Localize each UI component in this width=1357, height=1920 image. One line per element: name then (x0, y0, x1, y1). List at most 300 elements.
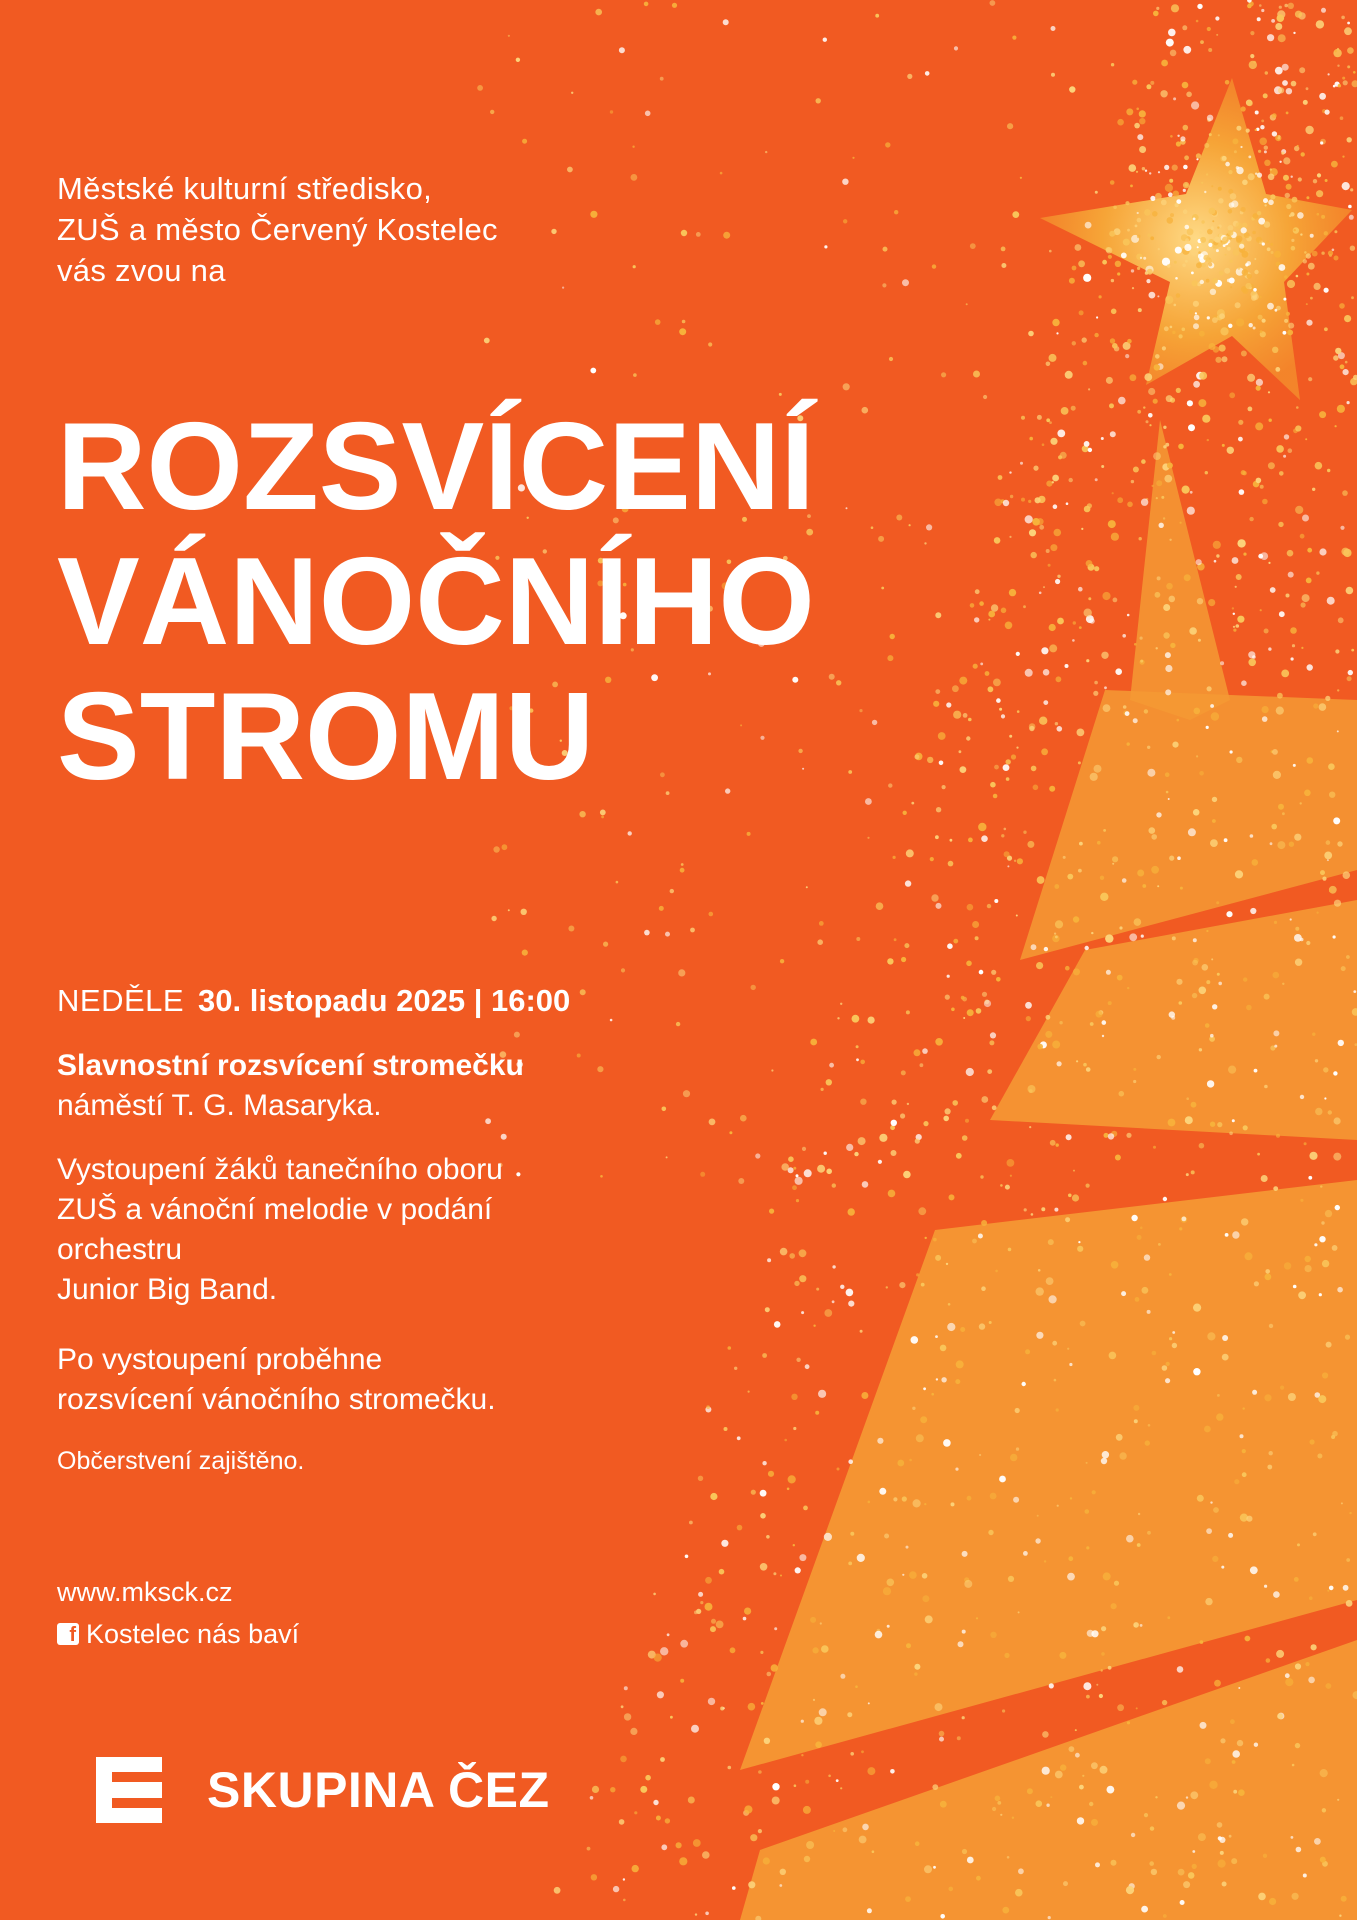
glitter-dot (1212, 1556, 1218, 1562)
glitter-dot (1321, 1221, 1324, 1224)
glitter-dot (1168, 29, 1176, 37)
glitter-dot (884, 1534, 889, 1539)
glitter-dot (1138, 1513, 1140, 1515)
glitter-dot (788, 1156, 794, 1162)
glitter-dot (956, 1153, 962, 1159)
glitter-dot (1127, 614, 1130, 617)
glitter-dot (676, 1842, 682, 1848)
glitter-dot (1242, 180, 1248, 186)
glitter-dot (1259, 138, 1267, 146)
glitter-dot (1207, 686, 1212, 691)
glitter-dot (1026, 1016, 1031, 1021)
glitter-dot (680, 1640, 688, 1648)
glitter-dot (1245, 1636, 1251, 1642)
glitter-dot (1236, 166, 1239, 169)
glitter-dot (1298, 1291, 1306, 1299)
glitter-dot (1179, 1227, 1182, 1230)
glitter-dot (1215, 16, 1219, 20)
glitter-dot (832, 1183, 836, 1187)
glitter-dot (1094, 333, 1098, 337)
glitter-dot (1176, 388, 1181, 393)
glitter-dot (1131, 1215, 1137, 1221)
glitter-dot (1324, 231, 1328, 235)
glitter-dot (1193, 218, 1196, 221)
glitter-dot (1041, 748, 1048, 755)
glitter-dot (958, 1641, 964, 1647)
glitter-dot (1233, 626, 1235, 628)
glitter-dot (1140, 1624, 1143, 1627)
glitter-dot (1191, 1170, 1195, 1174)
glitter-dot (1149, 1861, 1154, 1866)
glitter-dot (894, 938, 897, 941)
glitter-dot (875, 14, 879, 18)
glitter-dot (1156, 647, 1158, 649)
tree-tiers (740, 420, 1357, 1920)
glitter-dot (1250, 54, 1254, 58)
glitter-dot (1137, 134, 1143, 140)
glitter-dot (1207, 1332, 1215, 1340)
glitter-dot (1279, 611, 1285, 617)
glitter-dot (1262, 716, 1268, 722)
glitter-dot (1141, 935, 1144, 938)
glitter-dot (1079, 310, 1084, 315)
glitter-dot (867, 1767, 875, 1775)
glitter-dot (484, 338, 490, 344)
glitter-dot (1137, 212, 1139, 214)
glitter-dot (1348, 205, 1352, 209)
glitter-dot (1346, 1600, 1353, 1607)
glitter-dot (689, 1521, 693, 1525)
glitter-dot (948, 1303, 951, 1306)
glitter-dot (1327, 597, 1335, 605)
glitter-dot (850, 1532, 854, 1536)
glitter-dot (1232, 607, 1234, 609)
glitter-dot (856, 1045, 859, 1048)
glitter-dot (571, 92, 573, 94)
glitter-dot (1054, 933, 1056, 935)
glitter-dot (1232, 557, 1239, 564)
glitter-dot (1206, 980, 1210, 984)
glitter-dot (1004, 828, 1007, 831)
glitter-dot (1236, 757, 1242, 763)
glitter-dot (1300, 1199, 1303, 1202)
glitter-dot (940, 1801, 947, 1808)
glitter-dot (653, 1800, 658, 1805)
glitter-dot (1284, 275, 1288, 279)
glitter-dot (632, 1865, 639, 1872)
glitter-dot (1043, 669, 1050, 676)
glitter-dot (975, 936, 979, 940)
glitter-dot (989, 1040, 994, 1045)
glitter-dot (813, 1699, 815, 1701)
glitter-dot (1165, 443, 1169, 447)
glitter-dot (1111, 279, 1114, 282)
glitter-dot (1066, 1134, 1072, 1140)
glitter-dot (987, 1069, 992, 1074)
glitter-dot (1125, 201, 1129, 205)
glitter-dot (1050, 544, 1057, 551)
glitter-dot (1240, 1434, 1244, 1438)
glitter-dot (906, 1546, 909, 1549)
glitter-dot (1288, 323, 1294, 329)
glitter-dot (1152, 1351, 1157, 1356)
glitter-dot (1039, 525, 1044, 530)
glitter-dot (1108, 1666, 1112, 1670)
glitter-dot (1046, 362, 1051, 367)
glitter-dot (774, 1627, 777, 1630)
glitter-dot (1283, 175, 1289, 181)
glitter-dot (918, 1207, 926, 1215)
glitter-dot (1318, 1395, 1326, 1403)
glitter-dot (1008, 1576, 1014, 1582)
glitter-dot (1008, 1248, 1012, 1252)
glitter-dot (907, 74, 912, 79)
glitter-dot (1039, 717, 1047, 725)
glitter-dot (1028, 1085, 1036, 1093)
glitter-dot (1144, 709, 1148, 713)
glitter-dot (1049, 354, 1057, 362)
glitter-dot (1134, 918, 1142, 926)
glitter-dot (948, 861, 954, 867)
glitter-dot (887, 958, 893, 964)
glitter-dot (1069, 86, 1075, 92)
glitter-dot (995, 1796, 1001, 1802)
glitter-dot (1060, 1764, 1066, 1770)
glitter-dot (1149, 827, 1156, 834)
glitter-dot (1263, 1854, 1267, 1858)
glitter-dot (521, 909, 527, 915)
glitter-dot (1322, 877, 1326, 881)
glitter-dot (1005, 1185, 1010, 1190)
glitter-dot (859, 1836, 867, 1844)
glitter-dot (619, 47, 625, 53)
glitter-dot (883, 1587, 891, 1595)
glitter-dot (522, 139, 527, 144)
glitter-dot (1236, 238, 1241, 243)
glitter-dot (836, 680, 841, 685)
glitter-dot (1306, 941, 1310, 945)
glitter-dot (1312, 1033, 1315, 1036)
glitter-dot (1351, 296, 1354, 299)
glitter-dot (1070, 1497, 1072, 1499)
glitter-dot (681, 863, 684, 866)
glitter-dot (1042, 443, 1045, 446)
glitter-dot (1308, 1176, 1312, 1180)
facebook-link[interactable] (57, 1617, 299, 1651)
glitter-dot (751, 1490, 756, 1495)
star-icon (1040, 78, 1352, 400)
glitter-dot (1137, 218, 1142, 223)
glitter-dot (1127, 742, 1130, 745)
glitter-dot (1137, 235, 1141, 239)
glitter-dot (843, 383, 850, 390)
glitter-dot (667, 1633, 670, 1636)
glitter-dot (1102, 1451, 1109, 1458)
glitter-dot (892, 1100, 897, 1105)
glitter-dot (1291, 81, 1297, 87)
glitter-dot (1137, 870, 1144, 877)
glitter-dot (1147, 1310, 1151, 1314)
glitter-dot (1188, 828, 1196, 836)
website-link[interactable]: www.mksck.cz (57, 1577, 233, 1607)
glitter-dot (1272, 749, 1278, 755)
glitter-dot (1174, 261, 1177, 264)
glitter-dot (1271, 19, 1275, 23)
glitter-dot (804, 1169, 812, 1177)
glitter-dot (914, 1672, 917, 1675)
glitter-dot (1310, 1439, 1315, 1444)
glitter-dot (1168, 192, 1173, 197)
glitter-dot (1068, 1194, 1072, 1198)
glitter-dot (1329, 890, 1331, 892)
glitter-dot (743, 1617, 747, 1621)
glitter-dot (1262, 319, 1266, 323)
glitter-dot (1200, 1722, 1207, 1729)
glitter-dot (737, 1525, 743, 1531)
glitter-dot (882, 283, 886, 287)
glitter-dot (1170, 213, 1174, 217)
glitter-dot (905, 1896, 911, 1902)
glitter-dot (1258, 315, 1263, 320)
glitter-dot (1059, 1021, 1062, 1024)
glitter-dot (982, 992, 987, 997)
glitter-dot (1140, 637, 1143, 640)
glitter-dot (1104, 1133, 1109, 1138)
glitter-dot (886, 1286, 888, 1288)
glitter-dot (1041, 647, 1048, 654)
glitter-dot (1266, 240, 1269, 243)
glitter-dot (999, 708, 1002, 711)
glitter-dot (1086, 1462, 1088, 1464)
glitter-dot (1341, 1502, 1343, 1504)
glitter-dot (1232, 1119, 1235, 1122)
glitter-dot (1016, 652, 1020, 656)
glitter-dot (1087, 503, 1092, 508)
glitter-dot (1187, 400, 1193, 406)
glitter-dot (1043, 700, 1048, 705)
glitter-dot (1291, 657, 1294, 660)
glitter-dot (1167, 463, 1173, 469)
glitter-dot (794, 1281, 799, 1286)
glitter-dot (1158, 248, 1160, 250)
glitter-dot (1333, 355, 1338, 360)
glitter-dot (979, 1454, 981, 1456)
glitter-dot (978, 823, 986, 831)
glitter-dot (1013, 1497, 1019, 1503)
glitter-dot (848, 1301, 854, 1307)
glitter-dot (1228, 1533, 1233, 1538)
glitter-dot (1117, 975, 1123, 981)
glitter-dot (891, 1120, 897, 1126)
glitter-dot (1258, 150, 1261, 153)
glitter-dot (577, 1054, 581, 1058)
glitter-dot (1053, 504, 1058, 509)
glitter-dot (1166, 39, 1174, 47)
glitter-dot (933, 701, 939, 707)
glitter-dot (1252, 231, 1256, 235)
glitter-dot (855, 1685, 858, 1688)
glitter-dot (514, 1032, 520, 1038)
glitter-dot (905, 880, 911, 886)
glitter-dot (1210, 1501, 1212, 1503)
glitter-dot (1279, 6, 1282, 9)
glitter-dot (1270, 168, 1272, 170)
glitter-dot (862, 407, 869, 414)
glitter-dot (1273, 771, 1281, 779)
glitter-dot (941, 1377, 946, 1382)
glitter-dot (885, 142, 890, 147)
after-text (57, 1340, 496, 1420)
glitter-dot (954, 46, 958, 50)
glitter-dot (632, 146, 634, 148)
glitter-dot (993, 679, 1001, 687)
glitter-dot (1177, 1802, 1185, 1810)
glitter-dot (1170, 135, 1173, 138)
glitter-dot (477, 85, 483, 91)
glitter-dot (1204, 143, 1209, 148)
glitter-dot (1230, 1719, 1235, 1724)
glitter-dot (1130, 374, 1137, 381)
glitter-dot (1281, 670, 1289, 678)
glitter-dot (1121, 253, 1127, 259)
glitter-dot (1089, 1802, 1093, 1806)
glitter-dot (1125, 354, 1129, 358)
glitter-dot (1163, 604, 1170, 611)
glitter-dot (762, 1461, 766, 1465)
glitter-dot (1317, 213, 1320, 216)
glitter-dot (988, 686, 994, 692)
glitter-dot (1292, 1764, 1295, 1767)
glitter-dot (1288, 448, 1293, 453)
glitter-dot (1153, 1146, 1156, 1149)
glitter-dot (1009, 735, 1012, 738)
glitter-dot (1189, 310, 1193, 314)
glitter-dot (1111, 1860, 1117, 1866)
glitter-dot (708, 342, 712, 346)
glitter-dot (1302, 515, 1309, 522)
glitter-dot (1193, 938, 1197, 942)
glitter-dot (1214, 1680, 1221, 1687)
glitter-dot (1037, 876, 1045, 884)
glitter-dot (1046, 418, 1050, 422)
glitter-dot (1146, 84, 1151, 89)
glitter-dot (1268, 462, 1275, 469)
glitter-dot (888, 783, 892, 787)
glitter-dot (960, 1327, 965, 1332)
glitter-dot (1191, 249, 1198, 256)
glitter-dot (1346, 1558, 1350, 1562)
glitter-dot (979, 601, 984, 606)
glitter-dot (1286, 112, 1289, 115)
glitter-dot (1165, 772, 1170, 777)
glitter-dot (1155, 592, 1161, 598)
glitter-dot (1329, 1586, 1334, 1591)
glitter-dot (1143, 406, 1145, 408)
glitter-dot (1277, 1713, 1283, 1719)
glitter-dot (765, 151, 767, 153)
glitter-dot (923, 1387, 926, 1390)
glitter-dot (591, 1874, 597, 1880)
glitter-dot (912, 1407, 915, 1410)
glitter-dot (868, 1501, 871, 1504)
glitter-dot (1056, 332, 1058, 334)
glitter-dot (1236, 222, 1243, 229)
glitter-dot (1023, 831, 1026, 834)
glitter-dot (1147, 746, 1150, 749)
glitter-dot (1300, 534, 1305, 539)
glitter-dot (1198, 639, 1201, 642)
glitter-dot (1139, 110, 1146, 117)
glitter-dot (710, 1493, 717, 1500)
glitter-dot (610, 1787, 615, 1792)
glitter-dot (1325, 179, 1328, 182)
glitter-dot (661, 1844, 667, 1850)
glitter-dot (1183, 209, 1188, 214)
glitter-dot (634, 1811, 637, 1814)
glitter-dot (1164, 475, 1172, 483)
glitter-dot (678, 969, 685, 976)
glitter-dot (1150, 196, 1155, 201)
glitter-dot (1306, 320, 1312, 326)
glitter-dot (1228, 236, 1231, 239)
glitter-dot (1046, 549, 1050, 553)
glitter-dot (1250, 908, 1256, 914)
glitter-dot (780, 1575, 782, 1577)
sponsor-name: SKUPINA ČEZ (207, 1762, 550, 1818)
glitter-dot (1049, 250, 1052, 253)
glitter-dot (973, 371, 980, 378)
glitter-dot (1301, 647, 1303, 649)
glitter-dot (1046, 1015, 1051, 1020)
glitter-dot (859, 709, 862, 712)
glitter-dot (1317, 1454, 1322, 1459)
glitter-dot (1271, 251, 1274, 254)
glitter-dot (1010, 1454, 1017, 1461)
glitter-dot (1020, 462, 1023, 465)
glitter-dot (1250, 31, 1254, 35)
glitter-dot (1001, 714, 1005, 718)
glitter-dot (653, 1593, 656, 1596)
glitter-dot (1253, 288, 1257, 292)
glitter-dot (795, 1567, 801, 1573)
glitter-dot (1340, 116, 1344, 120)
glitter-dot (836, 1779, 839, 1782)
intro-text (57, 168, 498, 291)
glitter-dot (1349, 1512, 1351, 1514)
glitter-dot (1326, 840, 1331, 845)
glitter-dot (949, 1887, 954, 1892)
glitter-dot (1007, 1159, 1015, 1167)
glitter-dot (788, 1475, 796, 1483)
glitter-dot (1182, 328, 1186, 332)
glitter-dot (1347, 137, 1352, 142)
glitter-dot (1157, 1055, 1161, 1059)
glitter-dot (1109, 231, 1115, 237)
glitter-dot (1205, 471, 1208, 474)
glitter-dot (1315, 1059, 1318, 1062)
glitter-dot (1144, 1254, 1150, 1260)
glitter-dot (818, 1390, 826, 1398)
glitter-dot (1212, 278, 1218, 284)
glitter-dot (1177, 719, 1180, 722)
glitter-dot (779, 393, 782, 396)
glitter-dot (1102, 1020, 1107, 1025)
glitter-dot (1320, 1185, 1322, 1187)
glitter-dot (1155, 1796, 1157, 1798)
glitter-dot (1291, 246, 1296, 251)
glitter-dot (1236, 574, 1242, 580)
glitter-dot (815, 1741, 822, 1748)
